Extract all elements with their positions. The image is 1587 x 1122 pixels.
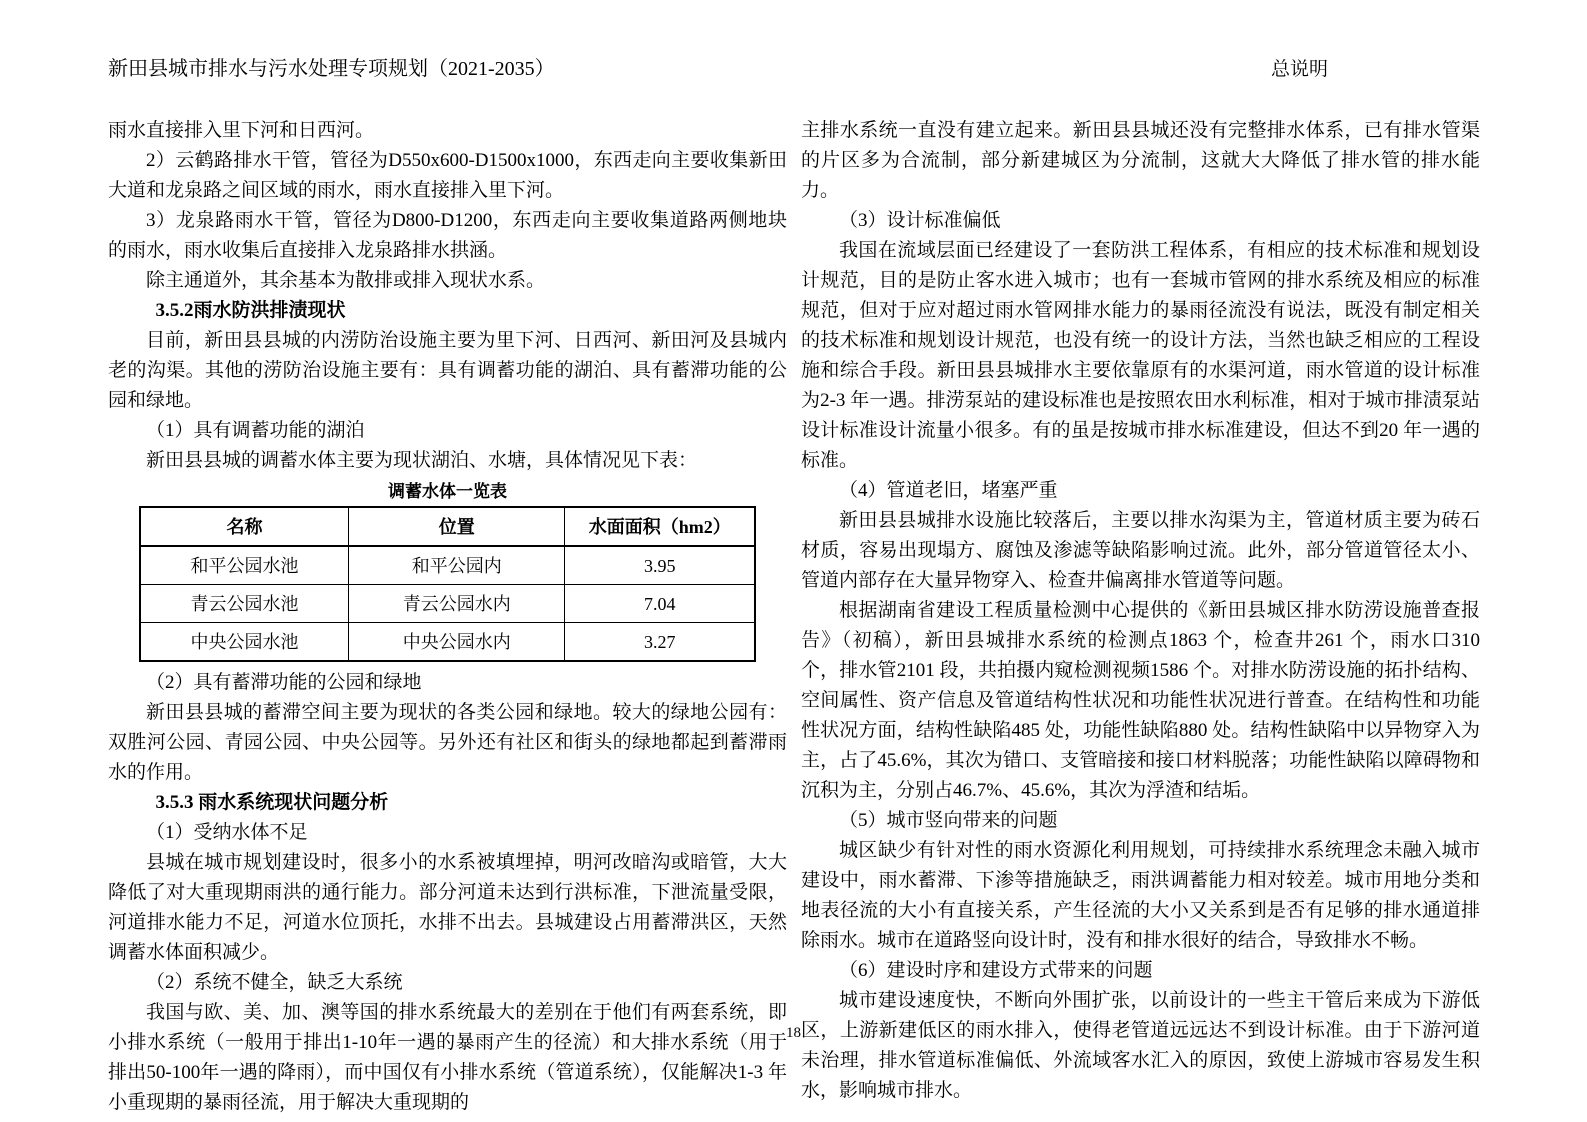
paragraph-continuation: 主排水系统一直没有建立起来。新田县县城还没有完整排水体系，已有排水管渠的片区多为合流制，部分新建城区为分流制，这就大大降低了排水管的排水能力。	[801, 120, 1480, 201]
table-header-cell: 名称	[140, 507, 349, 546]
page-number: 18	[786, 1025, 801, 1041]
paragraph: 县城在城市规划建设时，很多小的水系被填埋掉，明河改暗沟或暗管，大大降低了对大重现期雨洪的通行能力。部分河道未达到行洪标准，下泄流量受限，河道排水能力不足，河道水位顶托，水排不出去。县城建设占用蓄滞洪区，天然调蓄水体面积减少。	[108, 852, 787, 963]
sub-heading: （2）系统不健全，缺乏大系统	[146, 972, 403, 993]
paragraph: 我国在流域层面已经建设了一套防洪工程体系，有相应的技术标准和规划设计规范，目的是防止客水进入城市；也有一套城市管网的排水系统及相应的标准规范，但对于应对超过雨水管网排水能力的暴雨径流没有说法，既没有制定相关的技术标准和规划设计规范，也没有统一的设计方法，当然也缺乏相应的工程设施和综合手段。新田县县城排水主要依靠原有的水渠河道，雨水管道的设计标准为2-3 年一遇。排涝泵站的建设标准也是按照农田水利标准，相对于城市排渍泵站设计标准设计流量小很多。有的虽是按城市排水标准建设，但达不到20 年一遇的标准。	[801, 240, 1480, 471]
paragraph: 除主通道外，其余基本为散排或排入现状水系。	[146, 270, 546, 291]
table-cell: 青云公园水内	[349, 585, 565, 623]
sub-heading: （3）设计标准偏低	[839, 210, 1001, 231]
document-title: 新田县城市排水与污水处理专项规划（2021-2035）	[108, 58, 555, 80]
table-cell: 中央公园水池	[140, 623, 349, 662]
paragraph: 根据湖南省建设工程质量检测中心提供的《新田县城区排水防涝设施普查报告》（初稿），新田县城排水系统的检测点1863 个，检查井261 个，雨水口310 个，排水管2101 段，共拍摄内窥检测视频1586 个。对排水防涝设施的拓扑结构、空间属性、资产信息及管道结构性状况和功能性状况进行普查。在结构性和功能性状况方面，结构性缺陷485 处，功能性缺陷880 处。结构性缺陷中以异物穿入为主，占了45.6%，其次为错口、支管暗接和接口材料脱落；功能性缺陷以障碍物和沉积为主，分别占46.7%、45.6%，其次为浮渣和结垢。	[801, 600, 1480, 801]
paragraph-continuation: 雨水直接排入里下河和日西河。	[108, 120, 375, 141]
page-footer	[0, 1023, 1587, 1043]
paragraph: 城区缺少有针对性的雨水资源化利用规划，可持续排水系统理念未融入城市建设中，雨水蓄滞、下渗等措施缺乏，雨洪调蓄能力相对较差。城市用地分类和地表径流的大小有直接关系，产生径流的大小又关系到是否有足够的排水通道排除雨水。城市在道路竖向设计时，没有和排水很好的结合，导致排水不畅。	[801, 840, 1480, 951]
paragraph: 目前，新田县县城的内涝防治设施主要为里下河、日西河、新田河及县城内老的沟渠。其他的涝防治设施主要有：具有调蓄功能的湖泊、具有蓄滞功能的公园和绿地。	[108, 330, 787, 411]
table-header-cell: 水面面积（hm2）	[565, 507, 756, 546]
section-heading: 3.5.2雨水防洪排渍现状	[155, 300, 346, 321]
paragraph: 城市建设速度快，不断向外围扩张，以前设计的一些主干管后来成为下游低区，上游新建低区的雨水排入，使得老管道远远达不到设计标准。由于下游河道未治理，排水管道标准偏低、外流域客水汇入的原因，致使上游城市容易发生积水，影响城市排水。	[801, 990, 1480, 1101]
table-header-cell: 位置	[349, 507, 565, 546]
table-cell: 青云公园水池	[140, 585, 349, 623]
sub-heading: （1）受纳水体不足	[146, 822, 308, 843]
data-table	[139, 506, 757, 662]
table-cell: 3.95	[565, 546, 756, 585]
table-header-row	[140, 507, 756, 546]
document-body	[108, 116, 1480, 1118]
header-section-label: 总说明	[1271, 59, 1329, 80]
paragraph: 3）龙泉路雨水干管，管径为D800-D1200，东西走向主要收集道路两侧地块的雨水，雨水收集后直接排入龙泉路排水拱涵。	[108, 210, 787, 261]
table-row	[140, 623, 756, 662]
table-row	[140, 585, 756, 623]
paragraph: 新田县县城排水设施比较落后，主要以排水沟渠为主，管道材质主要为砖石材质，容易出现塌方、腐蚀及渗滤等缺陷影响过流。此外，部分管道管径太小、管道内部存在大量异物穿入、检查井偏离排水管道等问题。	[801, 510, 1480, 591]
right-column	[801, 116, 1480, 1118]
left-column	[108, 116, 787, 1118]
paragraph: 新田县县城的蓄滞空间主要为现状的各类公园和绿地。较大的绿地公园有：双胜河公园、青园公园、中央公园等。另外还有社区和街头的绿地都起到蓄滞雨水的作用。	[108, 702, 787, 783]
table-title: 调蓄水体一览表	[388, 482, 507, 501]
paragraph: 新田县县城的调蓄水体主要为现状湖泊、水塘，具体情况见下表：	[146, 450, 698, 471]
table-cell: 和平公园水池	[140, 546, 349, 585]
storage-water-bodies-table	[108, 480, 787, 662]
paragraph: 2）云鹤路排水干管，管径为D550x600-D1500x1000，东西走向主要收集新田大道和龙泉路之间区域的雨水，雨水直接排入里下河。	[108, 150, 787, 201]
sub-heading: （4）管道老旧，堵塞严重	[839, 480, 1058, 501]
table-cell: 7.04	[565, 585, 756, 623]
table-cell: 中央公园水内	[349, 623, 565, 662]
section-heading: 3.5.3 雨水系统现状问题分析	[155, 792, 389, 813]
paragraph: 我国与欧、美、加、澳等国的排水系统最大的差别在于他们有两套系统，即小排水系统（一般用于排出1-10年一遇的暴雨产生的径流）和大排水系统（用于排出50-100年一遇的降雨），而中国仅有小排水系统（管道系统），仅能解决1-3 年小重现期的暴雨径流，用于解决大重现期的	[108, 1002, 787, 1113]
table-cell: 3.27	[565, 623, 756, 662]
table-row	[140, 546, 756, 585]
table-cell: 和平公园内	[349, 546, 565, 585]
sub-heading: （2）具有蓄滞功能的公园和绿地	[146, 672, 422, 693]
sub-heading: （1）具有调蓄功能的湖泊	[146, 420, 365, 441]
sub-heading: （6）建设时序和建设方式带来的问题	[839, 960, 1153, 981]
sub-heading: （5）城市竖向带来的问题	[839, 810, 1058, 831]
